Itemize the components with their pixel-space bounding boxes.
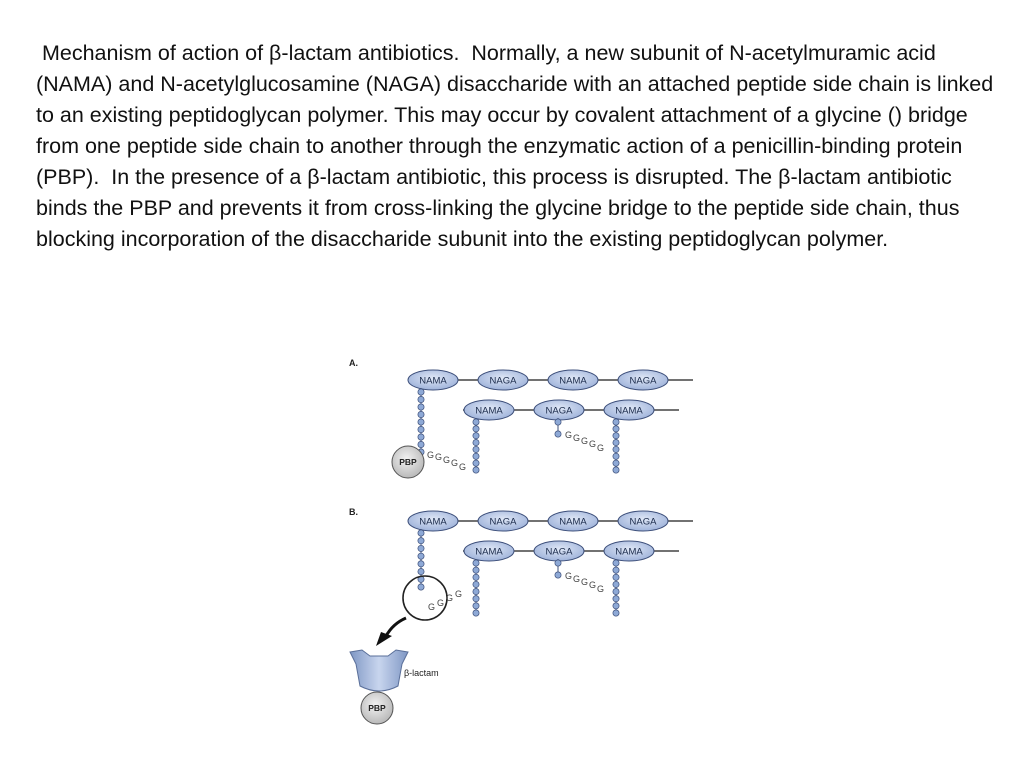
peptide-bead xyxy=(613,560,619,566)
peptide-bead xyxy=(613,419,619,425)
peptide-bead xyxy=(418,404,424,410)
beta-lactam-label: β-lactam xyxy=(404,668,439,678)
peptide-bead xyxy=(473,419,479,425)
peptide-bead xyxy=(418,411,424,417)
a-bottom-node-2 xyxy=(534,400,584,420)
a-top-node-2 xyxy=(478,370,528,390)
b-bottom-node-3 xyxy=(604,541,654,561)
a-glycine-bridge-1 xyxy=(427,450,466,472)
peptide-bead xyxy=(613,581,619,587)
peptide-bead xyxy=(418,530,424,536)
svg-text:NAMA: NAMA xyxy=(559,375,587,387)
svg-text:G: G xyxy=(581,577,589,587)
svg-text:G: G xyxy=(455,589,463,599)
peptide-bead xyxy=(473,574,479,580)
peptide-bead xyxy=(418,561,424,567)
peptide-bead xyxy=(418,441,424,447)
b-peptide-chain-2 xyxy=(473,559,479,616)
peptide-bead xyxy=(418,538,424,544)
peptide-bead xyxy=(613,610,619,616)
svg-text:G: G xyxy=(565,430,573,440)
a-pbp xyxy=(392,446,424,478)
a-bottom-node-3 xyxy=(604,400,654,420)
peptide-bead xyxy=(613,603,619,609)
panel-b-label: B. xyxy=(349,507,358,517)
peptide-bead xyxy=(418,545,424,551)
svg-text:G: G xyxy=(597,584,605,594)
svg-text:NAMA: NAMA xyxy=(559,516,587,528)
svg-text:G: G xyxy=(573,574,581,584)
a-peptide-chain-3 xyxy=(555,418,561,437)
svg-text:G: G xyxy=(565,571,573,581)
peptide-bead xyxy=(613,588,619,594)
peptide-bead xyxy=(473,581,479,587)
a-top-node-3 xyxy=(548,370,598,390)
b-peptide-chain-3 xyxy=(555,559,561,578)
b-top-node-1 xyxy=(408,511,458,531)
b-top-node-2 xyxy=(478,511,528,531)
b-glycine-bridge-2 xyxy=(565,571,604,594)
peptide-bead xyxy=(613,446,619,452)
peptide-bead xyxy=(613,439,619,445)
svg-text:NAGA: NAGA xyxy=(629,375,657,387)
peptide-bead xyxy=(473,453,479,459)
svg-text:NAMA: NAMA xyxy=(615,546,643,558)
peptide-bead xyxy=(418,389,424,395)
a-peptide-chain-1 xyxy=(418,388,424,455)
svg-text:G: G xyxy=(589,580,597,590)
b-inhibition-arrow xyxy=(376,618,406,646)
svg-text:NAMA: NAMA xyxy=(419,516,447,528)
b-top-node-4 xyxy=(618,511,668,531)
svg-text:NAGA: NAGA xyxy=(629,516,657,528)
svg-text:G: G xyxy=(581,436,589,446)
svg-text:NAGA: NAGA xyxy=(545,405,573,417)
peptide-bead xyxy=(418,426,424,432)
peptide-bead xyxy=(613,426,619,432)
svg-text:G: G xyxy=(437,598,445,608)
a-peptide-chain-2 xyxy=(473,418,479,473)
svg-text:G: G xyxy=(589,439,597,449)
peptide-bead xyxy=(473,467,479,473)
b-top-node-3 xyxy=(548,511,598,531)
b-beta-lactam xyxy=(350,650,439,691)
b-bottom-node-2 xyxy=(534,541,584,561)
svg-text:NAMA: NAMA xyxy=(475,546,503,558)
peptide-bead xyxy=(555,572,561,578)
peptide-bead xyxy=(613,467,619,473)
panel-a-label: A. xyxy=(349,358,358,368)
peptide-bead xyxy=(473,560,479,566)
peptide-bead xyxy=(473,426,479,432)
peptide-bead xyxy=(418,434,424,440)
peptide-bead xyxy=(418,419,424,425)
svg-text:G: G xyxy=(459,462,467,472)
svg-text:G: G xyxy=(443,455,451,465)
b-pbp xyxy=(361,692,393,724)
a-glycine-bridge-2 xyxy=(565,430,604,453)
peptide-bead xyxy=(555,560,561,566)
svg-text:NAMA: NAMA xyxy=(419,375,447,387)
svg-text:NAMA: NAMA xyxy=(475,405,503,417)
svg-text:G: G xyxy=(573,433,581,443)
peptide-bead xyxy=(473,596,479,602)
a-top-node-4 xyxy=(618,370,668,390)
peptide-bead xyxy=(613,596,619,602)
peptide-bead xyxy=(473,603,479,609)
peptide-bead xyxy=(473,439,479,445)
peptide-bead xyxy=(418,396,424,402)
panel-a xyxy=(392,370,693,478)
svg-text:G: G xyxy=(597,443,605,453)
b-bottom-node-1 xyxy=(464,541,514,561)
svg-text:G: G xyxy=(435,452,443,462)
peptide-bead xyxy=(418,568,424,574)
svg-text:NAGA: NAGA xyxy=(489,516,517,528)
svg-text:NAMA: NAMA xyxy=(615,405,643,417)
peptide-bead xyxy=(613,453,619,459)
figure-caption: Mechanism of action of β-lactam antibiotics. Normally, a new subunit of N-acetylmuramic acid (NAMA) and N-acetylglucosamine (NAGA) disaccharide with an attached peptide side chain is linked to an existing peptidoglycan polymer. This may occur by covalent attachment of a glycine () bridge from one peptide side chain to another through the enzymatic action of a penicillin-binding protein (PBP). In the presence of a β-lactam antibiotic, this process is disrupted. The β-lactam antibiotic binds the PBP and prevents it from cross-linking the glycine bridge to the peptide side chain, thus blocking incorporation of the disaccharide subunit into the existing peptidoglycan polymer. xyxy=(36,41,1000,251)
peptide-bead xyxy=(613,567,619,573)
a-bottom-node-1 xyxy=(464,400,514,420)
peptide-bead xyxy=(418,584,424,590)
a-peptide-chain-4 xyxy=(613,418,619,473)
peptide-bead xyxy=(473,567,479,573)
peptide-bead xyxy=(613,460,619,466)
b-peptide-chain-4 xyxy=(613,559,619,616)
peptide-bead xyxy=(418,553,424,559)
svg-text:NAGA: NAGA xyxy=(545,546,573,558)
svg-text:G: G xyxy=(451,458,459,468)
svg-text:G: G xyxy=(446,593,454,603)
peptide-bead xyxy=(473,446,479,452)
peptide-bead xyxy=(555,431,561,437)
peptide-bead xyxy=(473,460,479,466)
a-top-node-1 xyxy=(408,370,458,390)
svg-text:G: G xyxy=(427,450,435,460)
peptide-bead xyxy=(613,433,619,439)
peptide-bead xyxy=(473,588,479,594)
svg-text:G: G xyxy=(428,602,436,612)
peptide-bead xyxy=(613,574,619,580)
peptide-bead xyxy=(473,433,479,439)
svg-text:PBP: PBP xyxy=(399,457,417,467)
peptide-bead xyxy=(473,610,479,616)
peptide-bead xyxy=(555,419,561,425)
panel-b xyxy=(350,511,693,724)
b-peptide-chain-1 xyxy=(418,529,424,590)
svg-text:PBP: PBP xyxy=(368,703,386,713)
svg-text:NAGA: NAGA xyxy=(489,375,517,387)
